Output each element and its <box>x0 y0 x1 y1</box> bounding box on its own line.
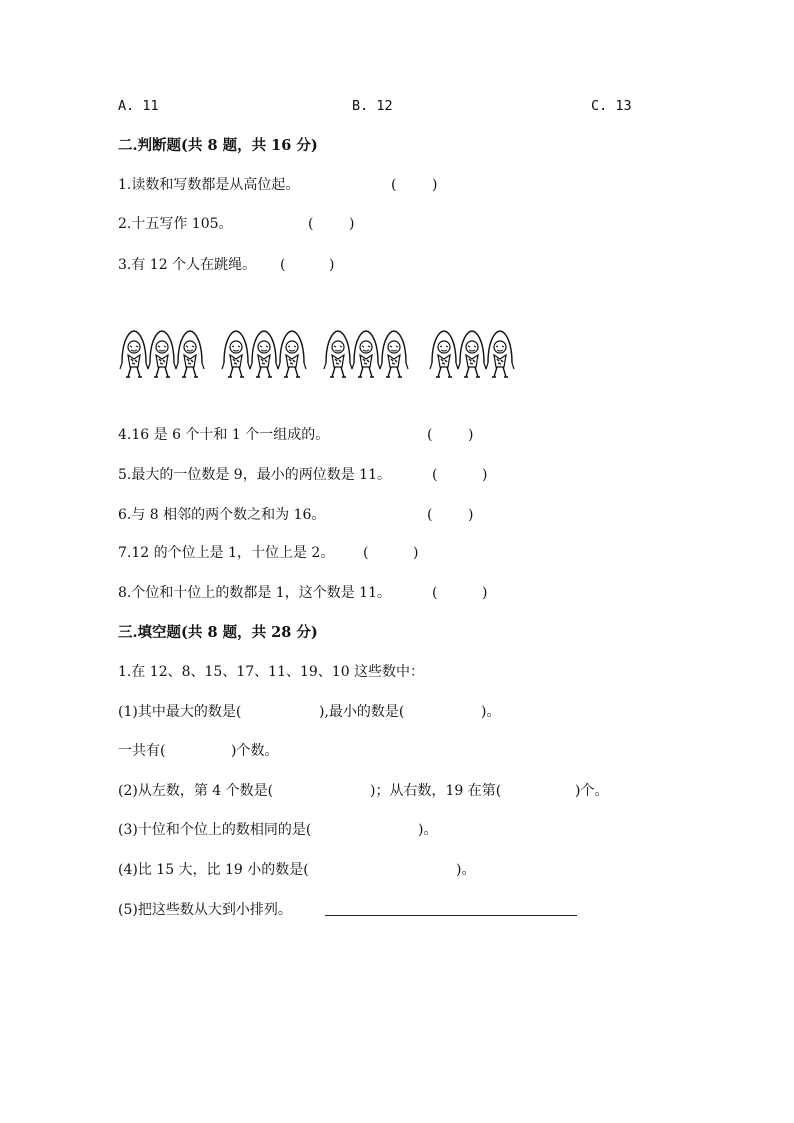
answer-paren-close: ) <box>482 467 488 483</box>
judge-item-8: 8.个位和十位上的数都是 1，这个数是 11。 <box>118 585 391 601</box>
fill-question-1: 1.在 12、8、15、17、11、19、10 这些数中： <box>118 664 425 680</box>
jump-rope-child-icon <box>250 331 278 377</box>
fill-part-1-text-b: ),最小的数是( <box>319 704 405 720</box>
answer-paren-close: ) <box>482 585 488 601</box>
answer-paren-open: ( <box>432 585 438 601</box>
fill-part-2-text-b: )；从右数，19 在第( <box>370 783 502 799</box>
answer-paren-close: ) <box>413 545 419 561</box>
fill-part-5-text: (5)把这些数从大到小排列。 <box>118 902 292 918</box>
judge-item-6: 6.与 8 相邻的两个数之和为 16。 <box>118 507 326 523</box>
fill-part-3-text-b: )。 <box>418 822 438 838</box>
answer-paren-open: ( <box>280 257 286 273</box>
answer-paren-open: ( <box>363 545 369 561</box>
kid-group-4 <box>430 331 514 377</box>
judge-item-2: 2.十五写作 105。 <box>118 216 233 232</box>
judge-item-7: 7.12 的个位上是 1，十位上是 2。 <box>118 545 335 561</box>
answer-paren-close: ) <box>468 427 474 443</box>
fill-part-1-text-c: )。 <box>481 704 501 720</box>
judge-item-4: 4.16 是 6 个十和 1 个一组成的。 <box>118 427 330 443</box>
option-a: A. 11 <box>118 98 159 114</box>
jump-rope-child-icon <box>222 331 250 377</box>
fill-part-1-text-e: )个数。 <box>231 743 279 759</box>
fill-part-4-text-b: )。 <box>456 862 476 878</box>
judge-item-1: 1.读数和写数都是从高位起。 <box>118 177 300 193</box>
answer-paren-close: ) <box>468 507 474 523</box>
answer-paren-open: ( <box>432 467 438 483</box>
jump-rope-figure <box>118 325 518 385</box>
jump-rope-child-icon <box>148 331 176 377</box>
answer-paren-close: ) <box>349 216 355 232</box>
jump-rope-child-icon <box>486 331 514 377</box>
answer-paren-open: ( <box>308 216 314 232</box>
option-c: C. 13 <box>591 98 632 114</box>
option-b: B. 12 <box>352 98 393 114</box>
kid-group-2 <box>222 331 306 377</box>
answer-paren-close: ) <box>432 177 438 193</box>
judge-item-5: 5.最大的一位数是 9，最小的两位数是 11。 <box>118 467 391 483</box>
section2-title: 二.判断题(共 8 题，共 16 分) <box>118 137 318 154</box>
fill-part-1-text-a: (1)其中最大的数是( <box>118 704 242 720</box>
jump-rope-child-icon <box>120 331 148 377</box>
fill-part-1-text-d: 一共有( <box>118 743 166 759</box>
fill-part-2-text-a: (2)从左数，第 4 个数是( <box>118 783 274 799</box>
answer-paren-open: ( <box>427 427 433 443</box>
kid-group-3 <box>324 331 408 377</box>
fill-part-4-text-a: (4)比 15 大，比 19 小的数是( <box>118 862 309 878</box>
jump-rope-child-icon <box>176 331 204 377</box>
jump-rope-child-icon <box>324 331 352 377</box>
fill-part-2-text-c: )个。 <box>575 783 609 799</box>
answer-underline <box>325 915 577 916</box>
jump-rope-child-icon <box>278 331 306 377</box>
answer-paren-open: ( <box>427 507 433 523</box>
section3-title: 三.填空题(共 8 题，共 28 分) <box>118 624 318 641</box>
jump-rope-child-icon <box>458 331 486 377</box>
answer-paren-open: ( <box>391 177 397 193</box>
judge-item-3: 3.有 12 个人在跳绳。 <box>118 257 257 273</box>
jump-rope-child-icon <box>380 331 408 377</box>
answer-paren-close: ) <box>329 257 335 273</box>
kid-group-1 <box>120 331 204 377</box>
jump-rope-child-icon <box>352 331 380 377</box>
fill-part-3-text-a: (3)十位和个位上的数相同的是( <box>118 822 312 838</box>
jump-rope-child-icon <box>430 331 458 377</box>
